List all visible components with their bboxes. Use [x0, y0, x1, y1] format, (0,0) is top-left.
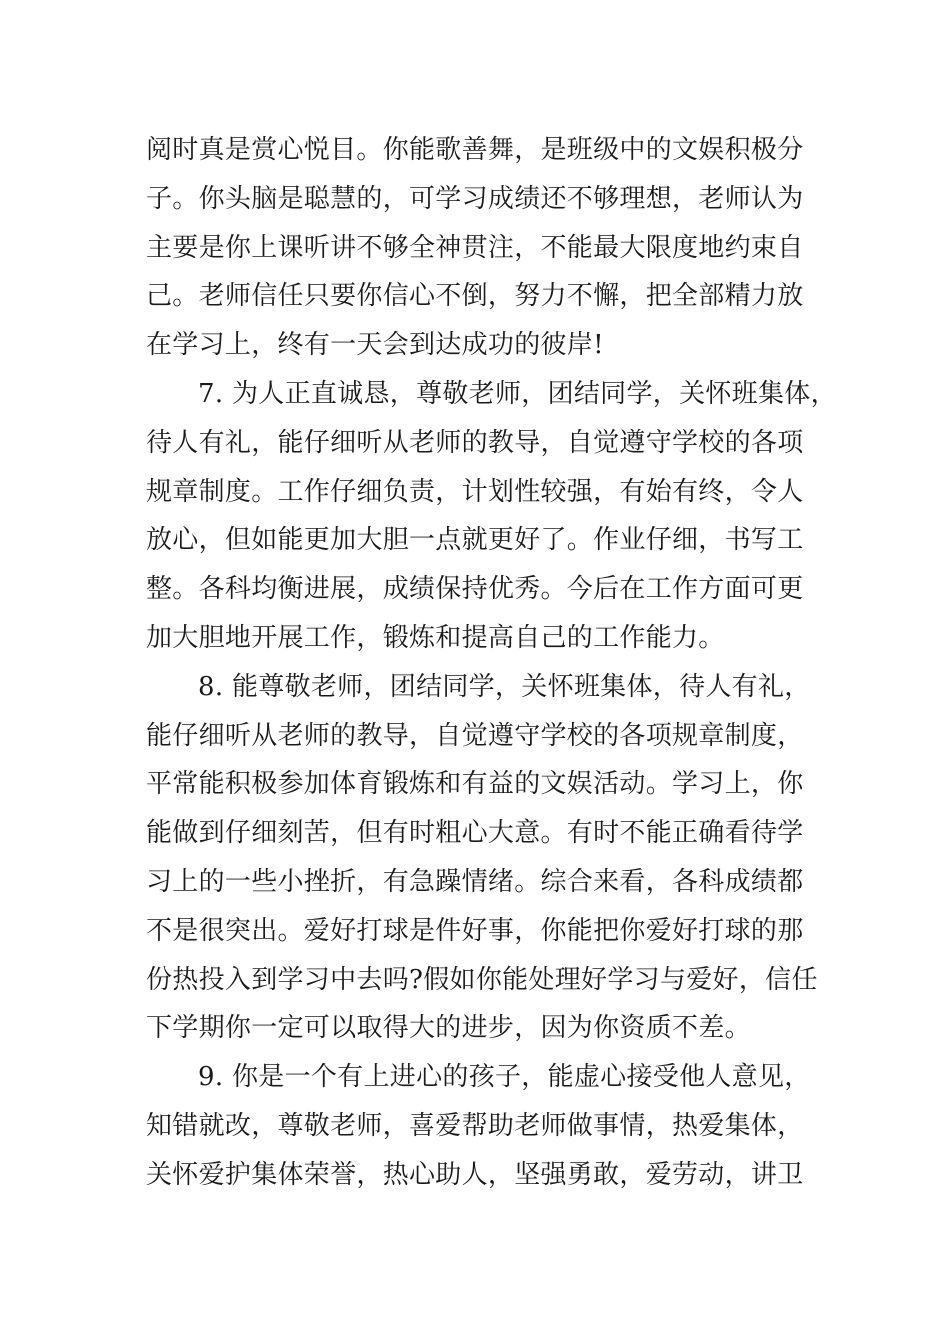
text-line: 阅时真是赏心悦目。你能歌善舞，是班级中的文娱积极分 — [146, 135, 804, 165]
text-line: 平常能积极参加体育锻炼和有益的文娱活动。学习上，你 — [146, 769, 804, 800]
text-line: 不是很突出。爱好打球是件好事，你能把你爱好打球的那 — [146, 915, 804, 946]
text-line: 待人有礼，能仔细听从老师的教导，自觉遵守学校的各项 — [146, 427, 804, 458]
text-line: 子。你头脑是聪慧的，可学习成绩还不够理想，老师认为 — [146, 183, 804, 214]
text-line: 己。老师信任只要你信心不倒，努力不懈，把全部精力放 — [146, 281, 804, 312]
text-line: 主要是你上课听讲不够全神贯注，不能最大限度地约束自 — [146, 232, 804, 263]
text-line: 放心，但如能更加大胆一点就更好了。作业仔细，书写工 — [146, 525, 804, 556]
text-line: 能做到仔细刻苦，但有时粗心大意。有时不能正确看待学 — [146, 818, 804, 849]
text-line: 8. 能尊敬老师，团结同学，关怀班集体，待人有礼， — [198, 671, 811, 702]
text-line: 在学习上，终有一天会到达成功的彼岸! — [146, 330, 604, 361]
text-line: 7. 为人正直诚恳，尊敬老师，团结同学，关怀班集体， — [198, 378, 837, 409]
text-line: 习上的一些小挫折，有急躁情绪。综合来看，各科成绩都 — [146, 866, 804, 897]
text-line: 关怀爱护集体荣誉，热心助人，坚强勇敢，爱劳动，讲卫 — [146, 1159, 804, 1190]
text-line: 9. 你是一个有上进心的孩子，能虚心接受他人意见， — [198, 1062, 811, 1093]
text-line: 加大胆地开展工作，锻炼和提高自己的工作能力。 — [146, 622, 725, 653]
text-line: 能仔细听从老师的教导，自觉遵守学校的各项规章制度， — [146, 720, 804, 751]
text-line: 知错就改，尊敬老师，喜爱帮助老师做事情，热爱集体， — [146, 1110, 804, 1141]
text-line: 规章制度。工作仔细负责，计划性较强，有始有终，令人 — [146, 476, 804, 507]
document-body — [146, 126, 836, 1200]
text-line: 份热投入到学习中去吗?假如你能处理好学习与爱好，信任 — [146, 964, 818, 995]
text-line: 下学期你一定可以取得大的进步，因为你资质不差。 — [146, 1013, 751, 1044]
text-line: 整。各科均衡进展，成绩保持优秀。今后在工作方面可更 — [146, 574, 804, 605]
